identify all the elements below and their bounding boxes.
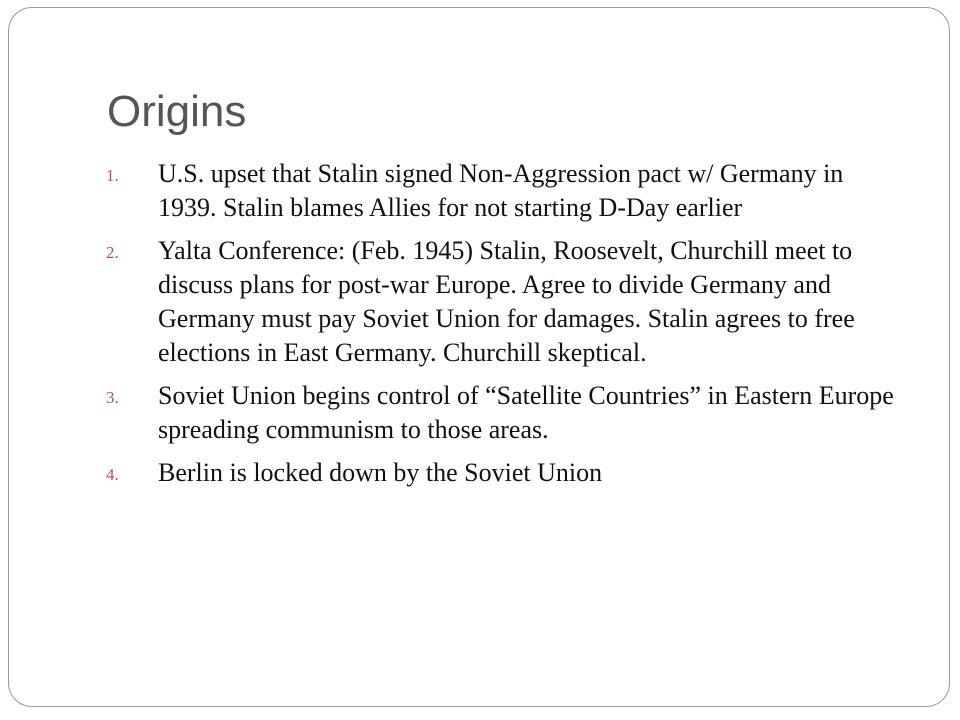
list-item-number: 1. bbox=[106, 166, 119, 185]
list-item-text: Soviet Union begins control of “Satellite Countries” in Eastern Europe spreading communism to those areas. bbox=[158, 381, 894, 444]
list-item-number: 2. bbox=[106, 243, 119, 262]
list-item-text: U.S. upset that Stalin signed Non-Aggression pact w/ Germany in 1939. Stalin blames Allies for not starting D-Day earlier bbox=[158, 159, 844, 222]
list-item bbox=[106, 456, 896, 490]
numbered-list bbox=[106, 157, 896, 499]
list-item-number: 4. bbox=[106, 465, 119, 484]
list-item bbox=[106, 379, 896, 447]
list-item-text: Berlin is locked down by the Soviet Union bbox=[158, 458, 603, 487]
list-item-number: 3. bbox=[106, 388, 119, 407]
list-item bbox=[106, 157, 896, 225]
list-item-text: Yalta Conference: (Feb. 1945) Stalin, Roosevelt, Churchill meet to discuss plans for post-war Europe. Agree to divide Germany and Germany must pay Soviet Union for damages. Stalin agrees to free elections in East Germany. Churchill skeptical. bbox=[158, 236, 855, 367]
list-item bbox=[106, 234, 896, 370]
slide-title: Origins bbox=[107, 87, 247, 136]
